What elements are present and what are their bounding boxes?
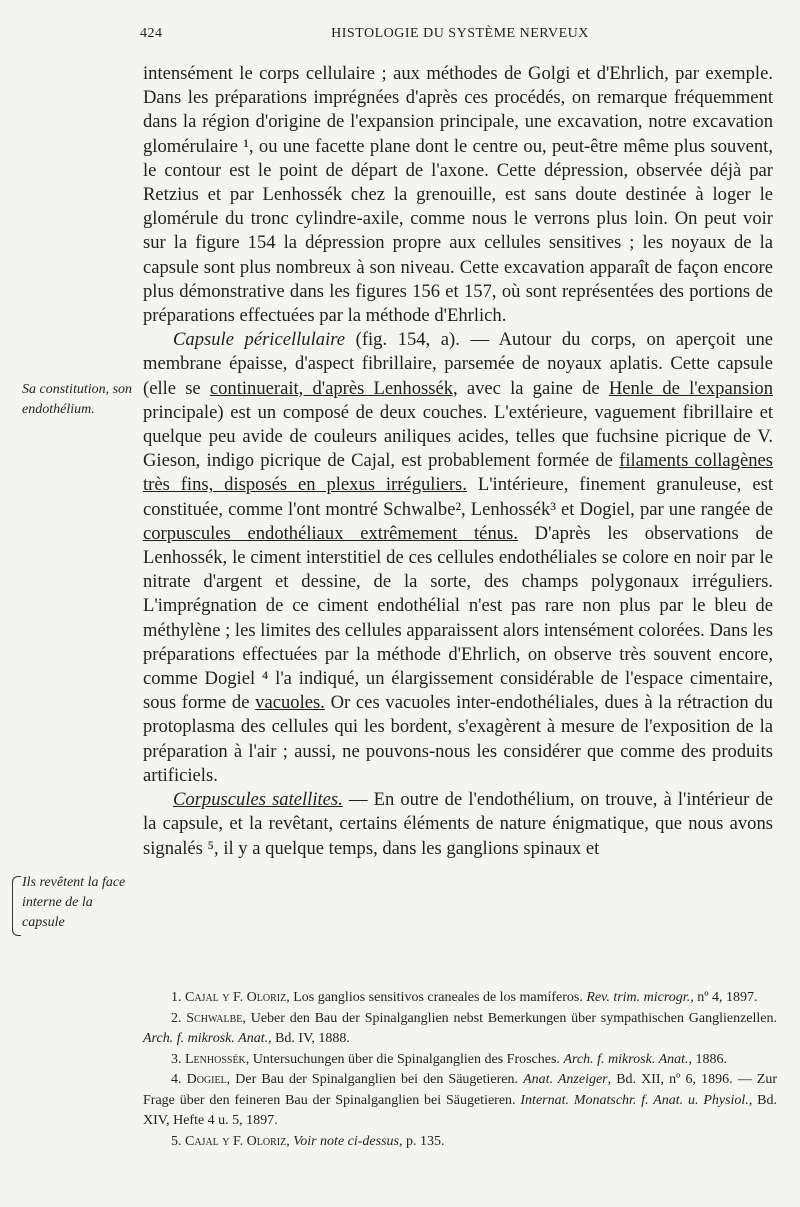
footnote-tail: , p. 135. — [398, 1133, 445, 1149]
underlined-text: corpuscules endothéliaux extrêmement ténus. — [143, 522, 518, 544]
underlined-text: continuerait, d'après Lenhossék, — [209, 377, 458, 399]
text-run: Or ces vacuoles inter-endothéliales, dues à la rétraction du protoplasma des cellules qui les bordent, s'exagèrent à mesure de l'exposition de la préparation à l'air ; aussi, ne pouvons-nous les considérer que comme des produits artificiels. — [143, 692, 773, 786]
footnote-number: 1. — [171, 990, 182, 1005]
text-run: — En outre de l'endothélium, on trouve, à l'intérieur de la capsule, et la revêtant, certains éléments de nature énigmatique, que nous avons signalés ⁵, il y a quelque temps, dans les ganglions spinaux et — [143, 789, 773, 859]
text-run: L'intérieure, finement granuleuse, est constituée, comme l'ont montré Schwalbe², Lenhossék³ et Dogiel, par une rangée de — [143, 474, 773, 520]
page-number: 424 — [140, 26, 163, 41]
footnote-author: Lenhossék, — [185, 1051, 250, 1067]
footnote-source: Voir note ci-dessus — [293, 1133, 399, 1149]
body-text — [143, 62, 773, 861]
footnote-3 — [143, 1050, 777, 1071]
footnote-text: Der Bau der Spinalganglien bei den Säugetieren. — [230, 1072, 524, 1087]
footnote-5 — [143, 1132, 777, 1153]
running-head — [140, 26, 780, 46]
margin-note-satellites: Ils revêtent la face interne de la capsule — [22, 875, 126, 930]
section-heading-satellites: Corpuscules satellites. — [173, 789, 343, 811]
section-heading-capsule: Capsule péricellulaire — [173, 329, 346, 351]
footnote-text: Los ganglios sensitivos craneales de los mamíferos. — [289, 990, 587, 1005]
text-run: avec la gaine de — [457, 377, 609, 399]
footnote-source: Arch. f. mikrosk. Anat. — [143, 1031, 269, 1046]
margin-note-constitution: Sa constitution, son endothélium. — [22, 382, 133, 417]
footnote-number: 2. — [171, 1010, 182, 1026]
footnote-tail: , 1886. — [688, 1051, 728, 1067]
footnote-author: Cajal y F. Oloriz, — [185, 990, 290, 1005]
footnote-text: Untersuchungen über die Spinalganglien des Frosches. — [249, 1051, 564, 1067]
footnote-1 — [143, 988, 777, 1009]
footnote-number: 5. — [171, 1133, 182, 1149]
footnote-text: Ueber den Bau der Spinalganglien nebst Bemerkungen über sympathischen Ganglienzellen. — [245, 1010, 778, 1026]
footnote-author: Schwalbe, — [186, 1010, 246, 1026]
text-run: (fig. 154, a). — Autour du corps, on aperçoit une membrane épaisse, d'aspect fibrillaire, parsemée de noyaux aplatis. Cette capsule (elle se — [143, 329, 773, 399]
underlined-text: Henle de l'expansion — [608, 377, 774, 399]
footnote-2 — [143, 1009, 777, 1050]
footnote-tail: , Bd. IV, 1888. — [268, 1031, 350, 1046]
handwritten-bracket — [12, 876, 21, 936]
text-run: principale) est un composé de deux couches. L'extérieure, vaguement fibrillaire et quelque peu avide de couleurs aniliques acides, telles que fuchsine picrique de V. Gieson, indigo picrique de Cajal, est probablement formée de — [143, 401, 773, 472]
footnote-author: Dogiel, — [186, 1072, 231, 1087]
footnote-source: Internat. Monatschr. f. Anat. u. Physiol. — [520, 1092, 749, 1108]
footnote-author: Cajal y F. Oloriz, — [185, 1133, 290, 1149]
paragraph-3 — [143, 788, 773, 861]
running-title: HISTOLOGIE DU SYSTÈME NERVEUX — [331, 26, 589, 41]
footnote-tail: , nº 4, 1897. — [690, 990, 758, 1005]
paragraph-1: intensément le corps cellulaire ; aux méthodes de Golgi et d'Ehrlich, par exemple. Dans les préparations imprégnées d'après ces procédés, on remarque fréquemment dans la région d'origine de l'expansion principale, une excavation, notre excavation glomérulaire ¹, ou une facette plane dont le centre ou, peut-être même plus souvent, le contour est le point de départ de l'axone. Cette dépression, observée déjà par Retzius et par Lenhossék chez la grenouille, est sans doute destinée à loger le glomérule du tronc cylindre-axile, comme nous le verrons plus loin. On peut voir sur la figure 154 la dépression propre aux cellules sensitives ; les noyaux de la capsule sont plus nombreux à son niveau. Cette excavation apparaît de façon encore plus démonstrative dans les figures 156 et 157, où sont représentées des portions de préparations effectuées par la méthode d'Ehrlich. — [143, 63, 773, 327]
footnote-tail: , Bd. XIV, Hefte 4 u. 5, 1897. — [143, 1092, 777, 1128]
footnote-number: 4. — [171, 1072, 182, 1087]
text-run: D'après les observations de Lenhossék, le ciment interstitiel de ces cellules endothéliales se colore en noir par le nitrate d'argent et dessine, de la sorte, des champs polygonaux irréguliers. L'imprégnation de ce ciment endothélial n'est pas rare non plus par le bleu de méthylène ; les limites des cellules apparaissent alors intensément colorées. Dans les préparations effectuées par la méthode d'Ehrlich, on observe très souvent encore, comme Dogiel ⁴ l'a indiqué, un élargissement considérable de l'espace cimentaire, sous forme de — [143, 522, 773, 714]
footnote-tail: , Bd. XII, nº 6, 1896. — Zur Frage über den feineren Bau der Spinalganglien bei Säugetieren. — [143, 1072, 777, 1108]
footnotes — [143, 988, 777, 1152]
footnote-source: Rev. trim. microgr. — [586, 990, 691, 1005]
paragraph-2 — [143, 328, 773, 788]
footnote-number: 3. — [171, 1051, 182, 1067]
footnote-4 — [143, 1070, 777, 1132]
underlined-text: vacuoles. — [255, 692, 325, 714]
footnote-source: Arch. f. mikrosk. Anat. — [563, 1051, 689, 1067]
underlined-text: filaments collagènes très fins, disposés en plexus irréguliers. — [143, 450, 774, 496]
footnote-source: Anat. Anzeiger — [523, 1072, 608, 1087]
